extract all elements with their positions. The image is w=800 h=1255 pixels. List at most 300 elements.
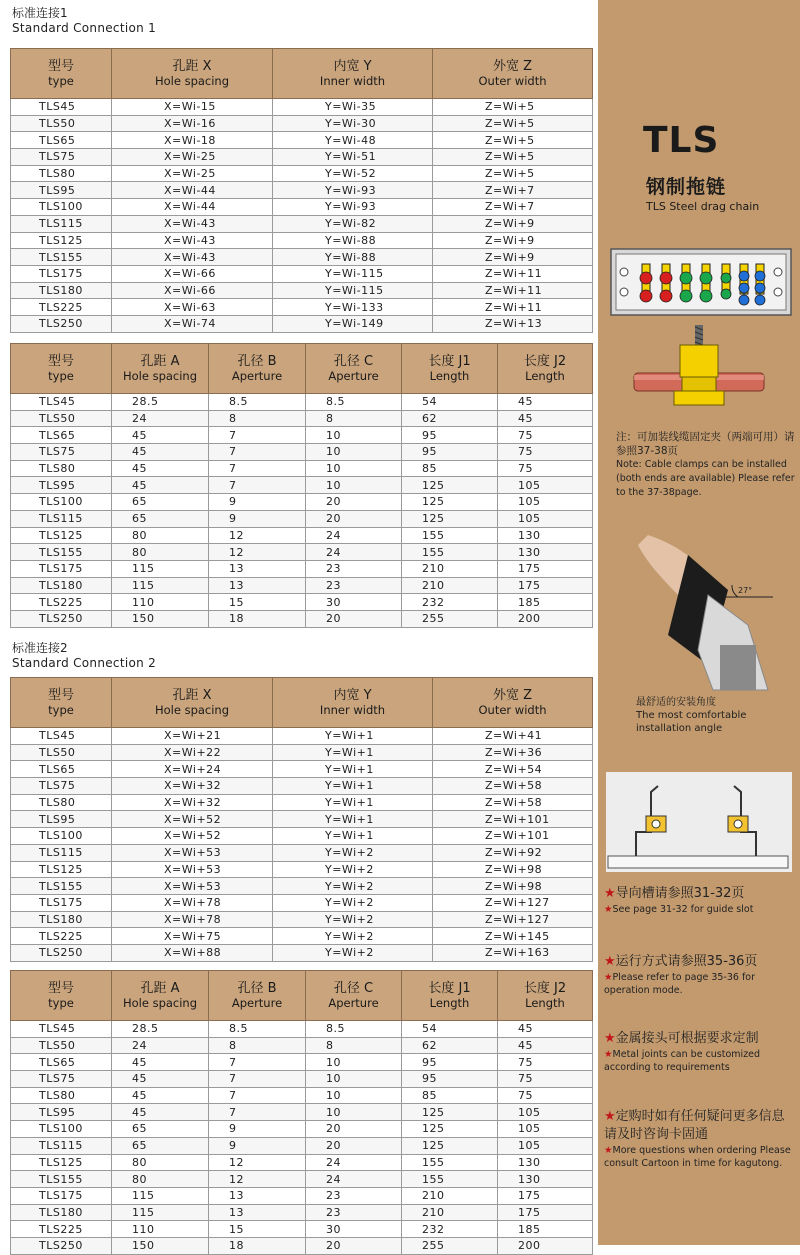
value-cell: 45 (112, 1071, 209, 1088)
value-cell: 8.5 (209, 1021, 306, 1038)
model-cell: TLS175 (11, 894, 112, 911)
table-row (11, 215, 593, 232)
value-cell: 115 (112, 1204, 209, 1221)
value-cell: 95 (402, 1071, 498, 1088)
column-header (306, 344, 402, 394)
value-cell: Z=Wi+11 (433, 299, 593, 316)
value-cell: Z=Wi+11 (433, 282, 593, 299)
value-cell: 13 (209, 1187, 306, 1204)
table-header-row (11, 344, 593, 394)
model-cell: TLS45 (11, 1021, 112, 1038)
value-cell: X=Wi-18 (112, 132, 273, 149)
model-cell: TLS115 (11, 1137, 112, 1154)
column-header-cn: 孔距 A (140, 980, 180, 996)
table-row (11, 165, 593, 182)
guide-slot-image (606, 772, 792, 872)
table-row (11, 427, 593, 444)
table-row (11, 560, 593, 577)
model-cell: TLS180 (11, 577, 112, 594)
value-cell: 110 (112, 1221, 209, 1238)
table-row (11, 544, 593, 561)
value-cell: X=Wi-43 (112, 215, 273, 232)
value-cell: 45 (112, 477, 209, 494)
value-cell: 8.5 (306, 1021, 402, 1038)
table-row (11, 115, 593, 132)
value-cell: Z=Wi+9 (433, 232, 593, 249)
section2-title-en: Standard Connection 2 (12, 656, 157, 670)
tip-cn: 导向槽请参照31-32页 (615, 886, 745, 901)
table-row (11, 315, 593, 332)
model-cell: TLS65 (11, 132, 112, 149)
star-icon: ★ (604, 1049, 613, 1060)
column-header (402, 971, 498, 1021)
star-icon: ★ (604, 954, 616, 969)
value-cell: Z=Wi+98 (433, 861, 593, 878)
value-cell: 130 (498, 527, 593, 544)
value-cell: Y=Wi-149 (273, 315, 433, 332)
value-cell: 200 (498, 610, 593, 627)
value-cell: 175 (498, 1204, 593, 1221)
product-sidebar (598, 0, 800, 1245)
value-cell: 54 (402, 1021, 498, 1038)
value-cell: X=Wi+53 (112, 878, 273, 895)
column-header-cn: 孔径 C (333, 980, 374, 996)
table-connection2-xyz (10, 677, 593, 962)
table-row (11, 444, 593, 461)
value-cell: 10 (306, 1087, 402, 1104)
column-header-cn: 型号 (47, 980, 74, 996)
value-cell: 10 (306, 477, 402, 494)
value-cell: X=Wi-63 (112, 299, 273, 316)
value-cell: 20 (306, 1237, 402, 1254)
value-cell: Y=Wi+2 (273, 944, 433, 961)
table-row (11, 527, 593, 544)
column-header-cn: 内宽 Y (333, 687, 372, 703)
angle-label: 27° (738, 586, 753, 595)
section2-title (12, 641, 156, 671)
value-cell: Y=Wi-82 (273, 215, 433, 232)
value-cell: 30 (306, 1221, 402, 1238)
column-header-cn: 长度 J2 (523, 353, 567, 369)
value-cell: 28.5 (112, 1021, 209, 1038)
product-name-en: TLS Steel drag chain (646, 200, 760, 213)
value-cell: 28.5 (112, 394, 209, 411)
column-header-cn: 长度 J1 (428, 353, 471, 369)
value-cell: 45 (498, 394, 593, 411)
value-cell: 80 (112, 527, 209, 544)
value-cell: 24 (112, 410, 209, 427)
value-cell: X=Wi-25 (112, 149, 273, 166)
value-cell: 10 (306, 1104, 402, 1121)
table-row (11, 477, 593, 494)
value-cell: 175 (498, 560, 593, 577)
model-cell: TLS95 (11, 1104, 112, 1121)
column-header-en: Hole spacing (154, 702, 230, 717)
value-cell: X=Wi+32 (112, 794, 273, 811)
value-cell: 75 (498, 460, 593, 477)
value-cell: Y=Wi+1 (273, 794, 433, 811)
value-cell: 115 (112, 577, 209, 594)
value-cell: X=Wi+78 (112, 911, 273, 928)
table-row (11, 728, 593, 745)
value-cell: 15 (209, 594, 306, 611)
model-cell: TLS155 (11, 249, 112, 266)
column-header-en: type (48, 995, 74, 1010)
value-cell: 12 (209, 1154, 306, 1171)
value-cell: 255 (402, 1237, 498, 1254)
value-cell: 45 (112, 444, 209, 461)
value-cell: Z=Wi+5 (433, 132, 593, 149)
model-cell: TLS95 (11, 182, 112, 199)
model-cell: TLS115 (11, 844, 112, 861)
value-cell: 155 (402, 1171, 498, 1188)
value-cell: 185 (498, 594, 593, 611)
value-cell: X=Wi+78 (112, 894, 273, 911)
tip-cn: 金属接头可根据要求定制 (615, 1031, 759, 1046)
value-cell: 9 (209, 510, 306, 527)
value-cell: X=Wi+21 (112, 728, 273, 745)
model-cell: TLS75 (11, 149, 112, 166)
value-cell: 23 (306, 577, 402, 594)
column-header-en: Length (429, 368, 470, 383)
value-cell: Y=Wi+1 (273, 744, 433, 761)
column-header-en: Aperture (328, 368, 379, 383)
table-connection1-holes (10, 343, 593, 628)
value-cell: 75 (498, 1071, 593, 1088)
value-cell: 7 (209, 477, 306, 494)
value-cell: Y=Wi+1 (273, 778, 433, 795)
value-cell: X=Wi+53 (112, 844, 273, 861)
value-cell: 45 (112, 427, 209, 444)
table-row (11, 844, 593, 861)
value-cell: Z=Wi+127 (433, 894, 593, 911)
value-cell: Y=Wi+2 (273, 861, 433, 878)
column-header-cn: 长度 J2 (523, 980, 567, 996)
column-header-en: Outer width (478, 702, 547, 717)
value-cell: 23 (306, 1187, 402, 1204)
value-cell: 8 (306, 1037, 402, 1054)
model-cell: TLS65 (11, 761, 112, 778)
column-header (112, 344, 209, 394)
value-cell: Y=Wi-115 (273, 265, 433, 282)
table-row (11, 182, 593, 199)
value-cell: 62 (402, 410, 498, 427)
value-cell: 150 (112, 610, 209, 627)
model-cell: TLS100 (11, 828, 112, 845)
model-cell: TLS115 (11, 215, 112, 232)
value-cell: 8.5 (209, 394, 306, 411)
value-cell: 115 (112, 1187, 209, 1204)
value-cell: 10 (306, 460, 402, 477)
model-cell: TLS50 (11, 1037, 112, 1054)
note-en: Note: Cable clamps can be installed (both ends are available) Please refer to the 37-38page. (616, 459, 795, 498)
model-cell: TLS45 (11, 394, 112, 411)
column-header (11, 344, 112, 394)
installation-angle-caption (636, 696, 796, 735)
value-cell: 95 (402, 427, 498, 444)
section1-title-en: Standard Connection 1 (12, 21, 157, 35)
table-row (11, 1171, 593, 1188)
column-header (306, 971, 402, 1021)
column-header-en: Outer width (478, 73, 547, 88)
model-cell: TLS225 (11, 1221, 112, 1238)
value-cell: 13 (209, 577, 306, 594)
table-row (11, 1221, 593, 1238)
table-row (11, 510, 593, 527)
value-cell: 7 (209, 1071, 306, 1088)
value-cell: 105 (498, 1137, 593, 1154)
column-header-cn: 型号 (47, 58, 74, 74)
value-cell: Z=Wi+5 (433, 99, 593, 116)
model-cell: TLS80 (11, 165, 112, 182)
value-cell: Z=Wi+7 (433, 199, 593, 216)
value-cell: 232 (402, 594, 498, 611)
model-cell: TLS45 (11, 99, 112, 116)
value-cell: Z=Wi+54 (433, 761, 593, 778)
value-cell: X=Wi+52 (112, 811, 273, 828)
value-cell: Y=Wi-93 (273, 199, 433, 216)
table-row (11, 944, 593, 961)
star-icon: ★ (604, 972, 613, 983)
column-header (11, 678, 112, 728)
table-row (11, 744, 593, 761)
tip-metal-joints (604, 1030, 796, 1074)
tip-cn: 定购时如有任何疑问更多信息请及时咨询卡固通 (604, 1109, 785, 1142)
column-header (433, 678, 593, 728)
model-cell: TLS75 (11, 778, 112, 795)
tip-guide-slot (604, 885, 796, 916)
value-cell: 105 (498, 1121, 593, 1138)
value-cell: 45 (498, 1021, 593, 1038)
table-row (11, 1204, 593, 1221)
column-header-en: Aperture (328, 995, 379, 1010)
value-cell: 7 (209, 460, 306, 477)
value-cell: 130 (498, 544, 593, 561)
value-cell: 54 (402, 394, 498, 411)
model-cell: TLS180 (11, 282, 112, 299)
value-cell: Y=Wi-133 (273, 299, 433, 316)
value-cell: 24 (306, 1171, 402, 1188)
value-cell: X=Wi-66 (112, 282, 273, 299)
model-cell: TLS50 (11, 410, 112, 427)
column-header (402, 344, 498, 394)
value-cell: 210 (402, 577, 498, 594)
value-cell: 45 (112, 460, 209, 477)
column-header (209, 971, 306, 1021)
table-row (11, 828, 593, 845)
column-header-cn: 型号 (47, 353, 74, 369)
value-cell: 75 (498, 1054, 593, 1071)
value-cell: 8 (306, 410, 402, 427)
value-cell: 80 (112, 544, 209, 561)
value-cell: 7 (209, 427, 306, 444)
value-cell: Y=Wi-48 (273, 132, 433, 149)
value-cell: X=Wi-43 (112, 249, 273, 266)
table-row (11, 299, 593, 316)
value-cell: 75 (498, 1087, 593, 1104)
value-cell: 45 (112, 1054, 209, 1071)
column-header-en: type (48, 73, 74, 88)
table-row (11, 199, 593, 216)
value-cell: Y=Wi-30 (273, 115, 433, 132)
column-header-cn: 型号 (47, 687, 74, 703)
table-row (11, 132, 593, 149)
table-connection1-xyz (10, 48, 593, 333)
value-cell: X=Wi-44 (112, 182, 273, 199)
table-row (11, 249, 593, 266)
installation-angle-image (628, 535, 778, 690)
column-header-en: Aperture (231, 995, 283, 1010)
value-cell: Z=Wi+13 (433, 315, 593, 332)
column-header (273, 678, 433, 728)
column-header (112, 971, 209, 1021)
value-cell: 155 (402, 1154, 498, 1171)
column-header-cn: 孔距 X (172, 687, 212, 703)
model-cell: TLS250 (11, 610, 112, 627)
model-cell: TLS125 (11, 1154, 112, 1171)
column-header-cn: 外宽 Z (492, 687, 533, 703)
model-cell: TLS50 (11, 744, 112, 761)
value-cell: 9 (209, 1121, 306, 1138)
value-cell: 45 (112, 1104, 209, 1121)
table-row (11, 460, 593, 477)
model-cell: TLS75 (11, 1071, 112, 1088)
section2-title-cn: 标准连接2 (12, 641, 68, 655)
value-cell: 8 (209, 410, 306, 427)
table-row (11, 494, 593, 511)
model-cell: TLS155 (11, 544, 112, 561)
star-icon: ★ (604, 1145, 613, 1156)
value-cell: 7 (209, 444, 306, 461)
value-cell: 105 (498, 1104, 593, 1121)
column-header (11, 49, 112, 99)
note-cn: 注：可加装线缆固定夹（两端可用）请参照37-38页 (616, 431, 795, 457)
value-cell: 232 (402, 1221, 498, 1238)
value-cell: 7 (209, 1104, 306, 1121)
table-row (11, 861, 593, 878)
table-row (11, 282, 593, 299)
model-cell: TLS65 (11, 1054, 112, 1071)
tip-en: More questions when ordering Please consult Cartoon in time for kagutong. (604, 1145, 791, 1169)
value-cell: 24 (306, 527, 402, 544)
table-row (11, 928, 593, 945)
section1-title (12, 6, 156, 36)
model-cell: TLS95 (11, 477, 112, 494)
column-header-en: type (48, 702, 74, 717)
value-cell: 80 (112, 1171, 209, 1188)
table-row (11, 577, 593, 594)
value-cell: X=Wi-25 (112, 165, 273, 182)
value-cell: Y=Wi+1 (273, 828, 433, 845)
table-row (11, 1071, 593, 1088)
value-cell: X=Wi-43 (112, 232, 273, 249)
value-cell: Y=Wi-93 (273, 182, 433, 199)
column-header-en: Length (429, 995, 470, 1010)
column-header-en: Inner width (319, 702, 386, 717)
star-icon: ★ (604, 1031, 616, 1046)
column-header (273, 49, 433, 99)
table-row (11, 811, 593, 828)
value-cell: 210 (402, 1187, 498, 1204)
column-header-en: Aperture (231, 368, 283, 383)
value-cell: 10 (306, 444, 402, 461)
value-cell: Z=Wi+41 (433, 728, 593, 745)
star-icon: ★ (604, 904, 613, 915)
value-cell: X=Wi-44 (112, 199, 273, 216)
value-cell: Z=Wi+58 (433, 794, 593, 811)
table-row (11, 1021, 593, 1038)
value-cell: 65 (112, 1137, 209, 1154)
value-cell: 125 (402, 1104, 498, 1121)
cable-clamp-note (616, 430, 796, 500)
value-cell: 18 (209, 610, 306, 627)
value-cell: Z=Wi+5 (433, 149, 593, 166)
value-cell: 130 (498, 1154, 593, 1171)
chain-cross-section-image (610, 248, 792, 318)
value-cell: 65 (112, 1121, 209, 1138)
column-header (112, 49, 273, 99)
column-header (11, 971, 112, 1021)
angle-cn: 最舒适的安装角度 (636, 697, 716, 708)
table-row (11, 1154, 593, 1171)
table-row (11, 911, 593, 928)
product-logo: TLS (643, 120, 720, 161)
value-cell: Y=Wi+2 (273, 878, 433, 895)
value-cell: 105 (498, 510, 593, 527)
value-cell: Z=Wi+9 (433, 249, 593, 266)
value-cell: Y=Wi-115 (273, 282, 433, 299)
table-header-row (11, 971, 593, 1021)
value-cell: X=Wi+22 (112, 744, 273, 761)
column-header-cn: 长度 J1 (428, 980, 471, 996)
value-cell: 20 (306, 1137, 402, 1154)
value-cell: 175 (498, 577, 593, 594)
product-name-cn: 钢制拖链 (646, 176, 727, 198)
value-cell: 8 (209, 1037, 306, 1054)
value-cell: 24 (306, 544, 402, 561)
value-cell: X=Wi-16 (112, 115, 273, 132)
value-cell: 12 (209, 544, 306, 561)
value-cell: 13 (209, 1204, 306, 1221)
value-cell: X=Wi-15 (112, 99, 273, 116)
value-cell: 175 (498, 1187, 593, 1204)
value-cell: 75 (498, 427, 593, 444)
value-cell: Z=Wi+92 (433, 844, 593, 861)
value-cell: Y=Wi+1 (273, 728, 433, 745)
value-cell: 20 (306, 610, 402, 627)
value-cell: X=Wi+75 (112, 928, 273, 945)
value-cell: Z=Wi+11 (433, 265, 593, 282)
value-cell: 12 (209, 1171, 306, 1188)
model-cell: TLS80 (11, 460, 112, 477)
column-header-en: Hole spacing (122, 368, 198, 383)
value-cell: 210 (402, 1204, 498, 1221)
table-row (11, 1137, 593, 1154)
value-cell: 85 (402, 1087, 498, 1104)
value-cell: 20 (306, 494, 402, 511)
value-cell: 10 (306, 427, 402, 444)
value-cell: Y=Wi+1 (273, 761, 433, 778)
value-cell: 130 (498, 1171, 593, 1188)
table-row (11, 610, 593, 627)
angle-en: The most comfortable installation angle (636, 710, 747, 734)
value-cell: 20 (306, 1121, 402, 1138)
value-cell: Y=Wi+2 (273, 844, 433, 861)
model-cell: TLS180 (11, 911, 112, 928)
value-cell: X=Wi+88 (112, 944, 273, 961)
value-cell: Y=Wi+2 (273, 928, 433, 945)
model-cell: TLS65 (11, 427, 112, 444)
